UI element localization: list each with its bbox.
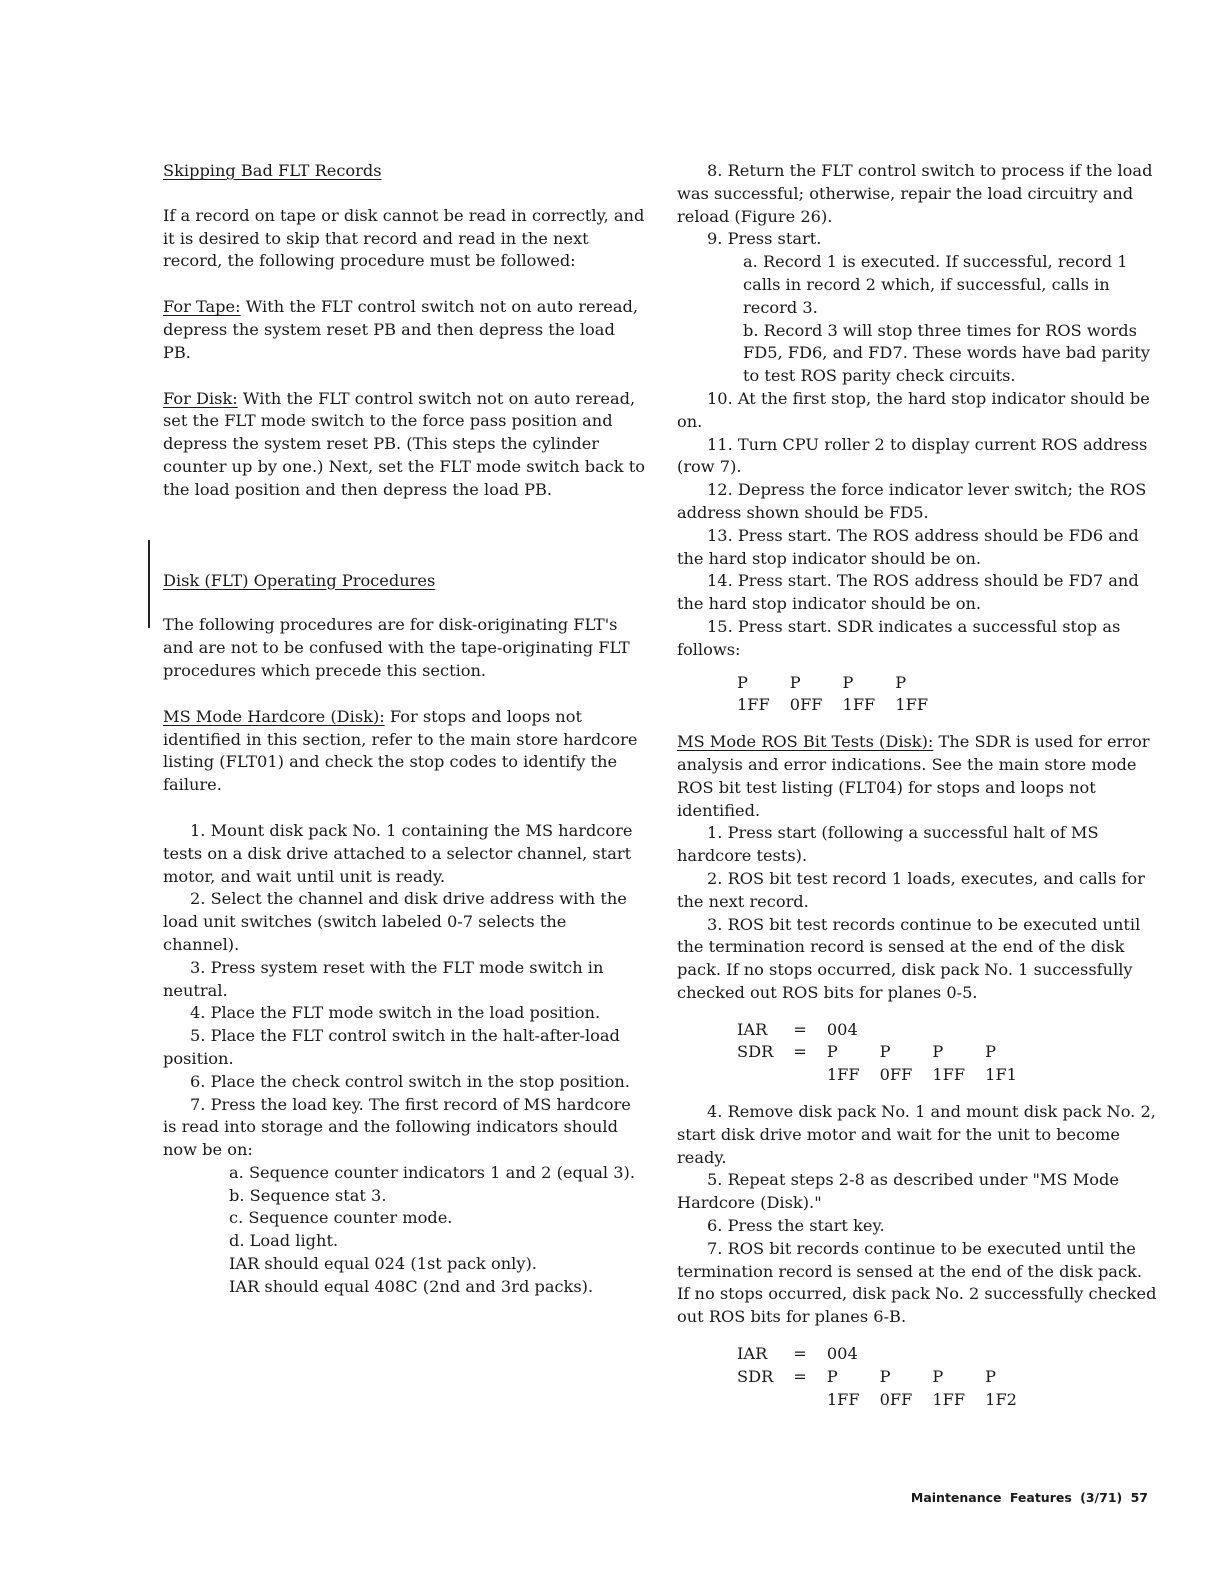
sdr-value: 0FF [879,1065,913,1085]
list-item: 11. Turn CPU roller 2 to display current ROS address (row 7). [677,434,1148,477]
equals-sign: = [793,1366,807,1386]
sdr-value: 1FF [932,1065,966,1085]
run-in-label: MS Mode ROS Bit Tests (Disk): [677,732,934,752]
parity-flag: P [737,672,748,692]
sub-list-item: b. Record 3 will stop three times for ROS words FD5, FD6, and FD7. These words have bad parity to test ROS parity check circuits. [743,320,1151,386]
parity-flag: P [985,1042,997,1062]
section-title-procedures: Disk (FLT) Operating Procedures [163,570,436,590]
parity-flag: P [932,1366,944,1386]
list-item: 3. Press system reset with the FLT mode switch in neutral. [163,957,604,1000]
list-item: 9. Press start. [707,229,822,249]
sdr-value: 1FF [932,1389,966,1409]
sub-list-item: c. Sequence counter mode. [229,1208,453,1228]
parity-flag: P [826,1042,838,1062]
iar-label: IAR [737,1344,768,1364]
page-number: 57 [1130,1490,1148,1505]
list-item: 12. Depress the force indicator lever switch; the ROS address shown should be FD5. [677,480,1147,522]
list-item: 1. Press start (following a successful halt of MS hardcore tests). [677,823,1099,866]
paragraph-tape: For Tape: With the FLT control switch not on auto reread, depress the system reset PB and then depress the load PB. [163,297,639,362]
sub-list-item: a. Record 1 is executed. If successful, record 1 calls in record 2 which, if successful, calls in record 3. [743,252,1128,317]
paragraph: The following procedures are for disk-originating FLT's and are not to be confused with the tape-originating FLT procedures which precede this section. [163,615,630,680]
paragraph-bit-tests: MS Mode ROS Bit Tests (Disk): The SDR is used for error analysis and error indications. See the main store mode ROS bit test listing (FLT04) for stops and loops not identified. [677,732,1150,820]
sub-list-item: a. Sequence counter indicators 1 and 2 (equal 3). [229,1162,636,1182]
parity-flag: P [826,1366,838,1386]
iar-value: 004 [826,1019,858,1039]
list-item: 1. Mount disk pack No. 1 containing the MS hardcore tests on a disk drive attached to a selector channel, start motor, and wait until unit is ready. [163,820,633,886]
sdr-value: 0FF [789,695,823,715]
equals-sign: = [793,1019,807,1039]
sdr-value: 1FF [737,695,770,715]
list-item: 7. ROS bit records continue to be executed until the termination record is sensed at the end of the disk pack. If no stops occurred, disk pack No. 2 successfully checked out ROS bits for planes 6-B. [677,1238,1157,1327]
list-item: 3. ROS bit test records continue to be executed until the termination record is sensed at the end of the disk pack. If no stops occurred, disk pack No. 1 successfully checked out ROS bits for planes 0-5. [677,914,1141,1002]
footer-date: (3/71) [1080,1490,1123,1505]
list-item: 8. Return the FLT control switch to process if the load was successful; otherwise, repair the load circuitry and reload (Figure 26). [677,161,1153,226]
parity-flag: P [932,1042,944,1062]
run-in-label: MS Mode Hardcore (Disk): [163,706,385,726]
sdr-value: 1FF [842,695,876,715]
sdr-label: SDR [737,1366,774,1386]
list-item: 15. Press start. SDR indicates a successful stop as follows: [677,616,1121,659]
register-table-2 [737,1343,1037,1411]
sdr-label: SDR [737,1042,774,1062]
sub-list-item: IAR should equal 408C (2nd and 3rd packs). [229,1276,594,1296]
list-item: 2. ROS bit test record 1 loads, executes, and calls for the next record. [677,868,1145,911]
sdr-value: 1FF [826,1065,860,1085]
sub-list-item: b. Sequence stat 3. [229,1185,387,1205]
sub-list-item: d. Load light. [229,1231,339,1251]
list-item: 4. Place the FLT mode switch in the load position. [190,1003,601,1023]
parity-flag: P [879,1042,891,1062]
run-in-label: For Tape: [163,297,241,317]
parity-flag: P [789,672,801,692]
right-column [677,160,1157,1411]
paragraph: If a record on tape or disk cannot be read in correctly, and it is desired to skip that record and read in the next record, the following procedure must be followed: [163,205,645,271]
iar-value: 004 [826,1344,858,1364]
footer-section: Maintenance Features [910,1490,1072,1505]
page-footer [911,1490,1148,1505]
list-item: 10. At the first stop, the hard stop indicator should be on. [677,388,1150,431]
list-item: 5. Repeat steps 2-8 as described under "MS Mode Hardcore (Disk)." [677,1170,1119,1213]
sdr-value: 1FF [826,1389,860,1409]
sdr-value: 1F1 [985,1065,1017,1085]
list-item: 6. Place the check control switch in the stop position. [190,1071,630,1091]
list-item: 14. Press start. The ROS address should be FD7 and the hard stop indicator should be on. [677,571,1139,614]
equals-sign: = [793,1344,807,1364]
iar-label: IAR [737,1019,768,1039]
paragraph-disk: For Disk: With the FLT control switch not on auto reread, set the FLT mode switch to the force pass position and depress the system reset PB. (This steps the cylinder counter up by one.) Next, set the FLT mode switch back to the load position and then depress the load PB. [163,388,645,499]
sdr-value: 1FF [895,695,929,715]
parity-flag: P [895,672,907,692]
register-table-1 [737,1019,1037,1087]
run-in-label: For Disk: [163,388,238,408]
sdr-value: 0FF [879,1389,913,1409]
parity-flag: P [879,1366,891,1386]
section-title-skipping: Skipping Bad FLT Records [163,161,382,180]
left-column [163,160,646,1299]
sdr-value: 1F2 [985,1389,1017,1409]
list-item: 4. Remove disk pack No. 1 and mount disk pack No. 2, start disk drive motor and wait for the unit to become ready. [677,1102,1156,1167]
list-item: 13. Press start. The ROS address should be FD6 and the hard stop indicator should be on. [677,525,1139,568]
sub-list-item: IAR should equal 024 (1st pack only). [229,1254,537,1274]
paragraph-hardcore: MS Mode Hardcore (Disk): For stops and loops not identified in this section, refer to the main store hardcore listing (FLT01) and check the stop codes to identify the failure. [163,706,638,795]
change-bar [148,540,150,628]
list-item: 6. Press the start key. [707,1216,885,1236]
sdr-stop-table [737,672,948,718]
parity-flag: P [842,672,854,692]
parity-flag: P [985,1366,997,1386]
list-item: 2. Select the channel and disk drive address with the load unit switches (switch labeled 0-7 selects the channel). [163,889,627,954]
equals-sign: = [793,1042,807,1062]
list-item: 5. Place the FLT control switch in the halt-after-load position. [163,1026,620,1068]
list-item: 7. Press the load key. The first record of MS hardcore is read into storage and the following indicators should now be on: [163,1094,631,1160]
